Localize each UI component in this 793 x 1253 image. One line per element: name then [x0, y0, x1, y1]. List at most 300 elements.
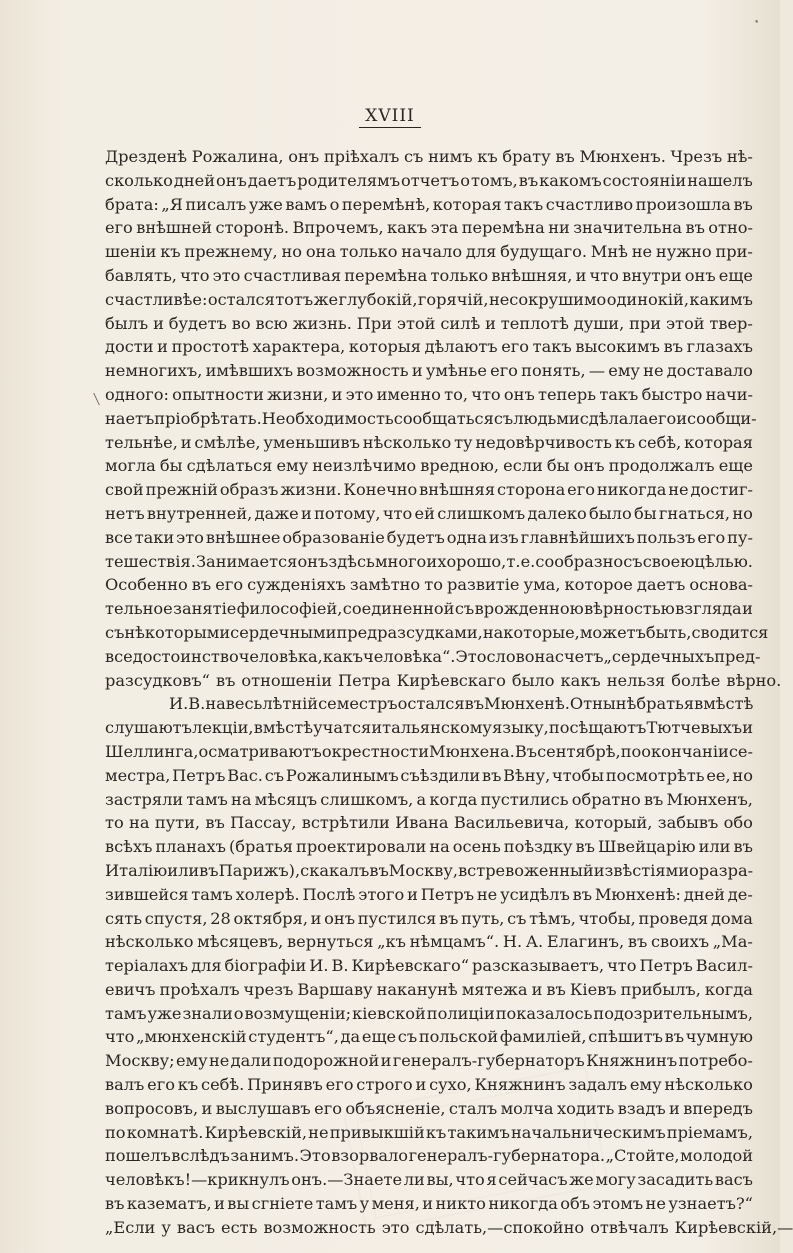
word: болѣе: [671, 670, 721, 690]
corner-mark: •: [754, 18, 760, 28]
word: никогда: [596, 480, 667, 500]
word: бы: [634, 503, 657, 523]
word: сколько: [105, 170, 173, 190]
word: въ: [191, 575, 212, 595]
word: Петръ: [639, 956, 693, 976]
word: тамъ: [315, 1194, 358, 1214]
word: и: [426, 551, 438, 571]
word: внѣшнее: [205, 527, 281, 547]
word: такъ: [532, 337, 572, 357]
word: его: [105, 218, 133, 238]
word: Особенно: [105, 575, 188, 595]
word: Москву;: [105, 1051, 175, 1071]
word: соединенной: [342, 599, 455, 619]
word: съ: [493, 408, 514, 428]
word: если: [503, 456, 543, 476]
word: много: [374, 551, 427, 571]
word: сгніете: [251, 1194, 314, 1214]
word: главнѣйшихъ: [520, 527, 635, 547]
word: философіей,: [236, 599, 343, 619]
word: по: [105, 1122, 126, 1142]
word: вѣрно.: [726, 670, 782, 690]
word: усидѣлъ: [500, 884, 570, 904]
word: съ: [264, 765, 285, 785]
word: не: [476, 884, 498, 904]
word: и: [485, 313, 496, 333]
word: Послѣ: [302, 884, 356, 904]
text-line: [105, 835, 753, 859]
word: жизни.: [280, 480, 342, 500]
word: никто: [435, 1194, 486, 1214]
word: уменьшивъ: [263, 432, 360, 452]
word: взгляда: [675, 599, 742, 619]
word: нельзя: [606, 670, 666, 690]
word: это: [176, 527, 204, 547]
text-line: [105, 359, 753, 383]
word: доставало: [666, 361, 753, 381]
word: людьми: [513, 408, 580, 428]
word: въ: [205, 813, 225, 833]
word: да: [340, 1027, 361, 1047]
word: сообщи-: [687, 408, 757, 428]
word: —: [588, 361, 606, 381]
word: Необходимость: [261, 408, 394, 428]
word: далеко: [527, 503, 587, 523]
word: остался: [207, 289, 275, 309]
word: былъ: [105, 313, 149, 333]
word: твер-: [709, 313, 753, 333]
word: Рожалина,: [191, 147, 284, 166]
word: будущаго.: [500, 242, 587, 262]
word: онъ: [297, 551, 329, 571]
word: Кирѣевскаго“: [351, 956, 470, 976]
word: нетъ: [105, 503, 145, 523]
word: показалось: [495, 1003, 593, 1023]
word: подозрительнымъ,: [593, 1003, 753, 1023]
word: бавлять,: [105, 265, 177, 285]
word: отвѣчалъ: [590, 1217, 669, 1237]
text-line: [105, 288, 753, 312]
word: изъ: [488, 527, 519, 547]
word: цѣлью.: [694, 551, 753, 571]
word: всѣхъ: [105, 837, 153, 857]
word: только: [430, 265, 489, 285]
word: Тютчевыхъ: [646, 718, 743, 738]
word: образованіе: [282, 527, 385, 547]
word: начальническимъ: [511, 1122, 666, 1142]
word: и: [575, 265, 587, 285]
word: сдѣлать,—спокойно: [415, 1217, 585, 1237]
text-line: [105, 1049, 753, 1073]
word: внутри: [622, 265, 682, 285]
word: вы,: [426, 1170, 454, 1190]
word: быть,: [645, 622, 692, 642]
word: онъ: [684, 265, 716, 285]
text-line: [105, 788, 753, 812]
word: Елагинъ,: [546, 932, 625, 952]
word: въ: [369, 860, 389, 880]
word: или: [698, 837, 731, 857]
word: При: [356, 313, 393, 333]
word: себѣ.: [201, 1075, 245, 1095]
word: онъ: [215, 170, 247, 190]
word: только: [339, 242, 398, 262]
word: брату: [502, 147, 551, 166]
word: обо: [723, 813, 753, 833]
word: при: [629, 313, 662, 333]
word: его: [697, 527, 726, 547]
word: комнатѣ.: [126, 1122, 204, 1142]
word: осень: [452, 837, 501, 857]
word: учатся: [313, 718, 372, 738]
word: окончаніи: [641, 741, 729, 761]
text-line: [105, 811, 753, 835]
word: мятежа: [461, 979, 528, 999]
word: хорошо,: [437, 551, 507, 571]
word: нимъ.: [249, 1146, 299, 1166]
word: нѣсколько: [362, 432, 452, 452]
word: на: [205, 694, 226, 714]
word: онъ: [288, 147, 320, 166]
word: вслѣдъ: [171, 1146, 230, 1166]
word: съ: [403, 147, 424, 166]
text-line: [105, 1002, 753, 1026]
word: достиг-: [690, 480, 753, 500]
word: немногихъ,: [105, 361, 203, 381]
word: на: [129, 813, 150, 833]
word: силѣ: [440, 313, 481, 333]
word: шеніи: [105, 242, 157, 262]
word: какъ: [560, 670, 601, 690]
word: засадить: [637, 1170, 714, 1190]
word: Мюнхенѣ.: [484, 694, 570, 714]
word: бы: [159, 456, 183, 476]
word: пу-: [727, 527, 753, 547]
word: къ: [177, 1075, 199, 1095]
word: разсказываетъ,: [471, 956, 605, 976]
word: весь: [225, 694, 263, 714]
word: онъ: [324, 908, 355, 928]
word: его: [648, 408, 677, 428]
word: пользъ: [636, 527, 696, 547]
word: къ: [614, 432, 636, 452]
word: Москву,: [388, 860, 459, 880]
word: бы: [546, 456, 570, 476]
word: вредною,: [420, 456, 500, 476]
word: кіевской: [352, 1003, 426, 1023]
word: „къ: [377, 932, 406, 952]
word: возможность: [263, 1217, 376, 1237]
word: Швейцарію: [597, 837, 696, 857]
word: и: [157, 337, 168, 357]
word: то,: [444, 384, 469, 404]
word: счастливѣе:: [105, 289, 208, 309]
word: нимъ: [428, 147, 473, 166]
word: никогда: [488, 1194, 558, 1214]
word: который,: [574, 813, 653, 833]
word: Шеллинга,: [105, 741, 199, 761]
word: еще: [718, 265, 753, 285]
word: вмѣстѣ: [694, 694, 754, 714]
word: и: [331, 384, 343, 404]
word: его: [325, 1075, 354, 1095]
word: скакалъ: [300, 860, 370, 880]
word: простотѣ: [171, 337, 249, 357]
word: пред-: [714, 646, 761, 666]
word: развитіе: [447, 575, 520, 595]
word: посмотрѣть: [605, 765, 705, 785]
word: въ: [439, 908, 459, 928]
word: внѣшняя,: [491, 265, 573, 285]
word: пошелъ: [105, 1146, 171, 1166]
word: Кирѣевскій,—: [674, 1217, 793, 1237]
word: въ: [199, 860, 219, 880]
word: продолжалъ: [608, 456, 715, 476]
word: которая: [684, 432, 753, 452]
word: и: [422, 1194, 434, 1214]
word: одна: [446, 527, 487, 547]
word: на: [429, 837, 450, 857]
text-line: [105, 312, 753, 336]
word: спустя,: [144, 908, 208, 928]
word: съ: [105, 622, 125, 642]
word: которая: [432, 194, 502, 214]
word: языку,: [492, 718, 549, 738]
word: тамъ: [186, 789, 228, 809]
word: сять: [105, 908, 143, 928]
word: даетъ: [247, 170, 297, 190]
word: мѣсяцевъ,: [197, 932, 284, 952]
word: Княжнинъ: [474, 1075, 566, 1095]
word: окрестности: [321, 741, 429, 761]
word: мѣсяцъ: [254, 789, 318, 809]
word: разра-: [698, 860, 754, 880]
text-line: [105, 383, 753, 407]
word: нѣкоторыми: [124, 622, 231, 642]
word: я: [486, 1170, 497, 1190]
word: предразсудками,: [336, 622, 483, 642]
word: не: [643, 361, 664, 381]
word: объ: [560, 1194, 591, 1214]
word: же: [313, 289, 339, 309]
word: застряли: [105, 789, 184, 809]
word: ему: [276, 456, 309, 476]
word: нашелъ: [687, 170, 753, 190]
word: начи-: [705, 384, 753, 404]
word: съ: [397, 1027, 418, 1047]
word: счастливо: [545, 194, 634, 214]
word: „Ма-: [712, 932, 753, 952]
word: потому,: [314, 503, 381, 523]
word: сторонѣ.: [215, 218, 290, 238]
text-line: [105, 978, 753, 1002]
word: Пассау,: [230, 813, 297, 833]
word: что: [471, 384, 501, 404]
word: которое: [564, 575, 633, 595]
word: строго: [356, 1075, 413, 1095]
word: одного:: [105, 384, 169, 404]
word: Отнынѣ: [569, 694, 637, 714]
word: ту: [454, 432, 473, 452]
word: можетъ: [579, 622, 646, 642]
word: Впрочемъ,: [292, 218, 384, 238]
word: дали: [230, 1051, 272, 1071]
word: его: [567, 480, 595, 500]
word: Петра: [338, 670, 391, 690]
text-line: [105, 740, 753, 764]
word: съ: [623, 551, 643, 571]
word: остался: [397, 694, 465, 714]
word: А.: [525, 932, 544, 952]
word: основа-: [689, 575, 753, 595]
word: тѣмъ,: [529, 908, 576, 928]
word: въ: [627, 932, 648, 952]
word: сентябрѣ,: [537, 741, 621, 761]
word: Парижъ),: [218, 860, 301, 880]
word: семестръ: [318, 694, 398, 714]
word: въ: [105, 1194, 125, 1214]
word: писалъ: [185, 194, 247, 214]
word: меня,: [371, 1194, 420, 1214]
word: и: [153, 313, 164, 333]
word: все: [105, 527, 133, 547]
word: генералъ-губернатора.: [408, 1146, 606, 1166]
text-line: [105, 431, 753, 455]
word: но: [281, 242, 303, 262]
word: съ: [507, 908, 527, 928]
text-line: [105, 669, 782, 693]
word: начало: [401, 242, 463, 262]
word: этого: [358, 884, 405, 904]
word: жизнь.: [292, 313, 352, 333]
word: человѣка“.: [363, 646, 456, 666]
word: Рожалинымъ: [285, 765, 399, 785]
word: сообразно: [535, 551, 624, 571]
word: польской: [418, 1027, 499, 1047]
word: съ: [454, 599, 475, 619]
word: возможность: [296, 361, 409, 381]
word: октября,: [233, 908, 308, 928]
word: высокимъ: [575, 337, 660, 357]
word: Принявъ: [247, 1075, 323, 1095]
word: ее,: [706, 765, 731, 785]
word: лекціи,: [192, 718, 254, 738]
word: его: [314, 1098, 342, 1118]
word: т.: [506, 551, 521, 571]
word: пути,: [154, 813, 201, 833]
word: наетъ: [105, 408, 155, 428]
word: встрѣтили: [301, 813, 390, 833]
word: при-: [715, 242, 753, 262]
word: вмѣстѣ: [253, 718, 313, 738]
word: Н.: [502, 932, 523, 952]
word: свой: [105, 480, 144, 500]
word: Ивана: [395, 813, 449, 833]
word: въ: [572, 884, 593, 904]
word: состояніи: [602, 170, 687, 190]
word: взорвало: [331, 1146, 409, 1166]
word: неизлѣчимо: [312, 456, 417, 476]
word: полиціи: [426, 1003, 495, 1023]
word: Мюнхенѣ:: [594, 884, 682, 904]
word: не: [645, 1194, 666, 1214]
text-line: [105, 478, 753, 502]
word: въ: [733, 837, 753, 857]
word: перемѣна: [344, 265, 428, 285]
word: насчетъ: [534, 646, 604, 666]
word: евичъ: [105, 979, 156, 999]
word: для: [191, 956, 222, 976]
word: проектировали: [296, 837, 427, 857]
word: нѣ-: [726, 147, 753, 166]
page-number-text: XVIII: [359, 106, 421, 128]
text-line: [105, 407, 757, 431]
word: въ: [663, 337, 684, 357]
word: есть: [221, 1217, 258, 1237]
word: не: [668, 480, 689, 500]
word: отно-: [708, 218, 753, 238]
word: слишкомъ,: [320, 789, 414, 809]
word: когда: [429, 789, 478, 809]
word: Это: [455, 646, 487, 666]
word: и: [742, 718, 753, 738]
word: Кіевъ: [569, 979, 617, 999]
word: сдѣлаться: [186, 456, 273, 476]
word: которые,: [503, 622, 580, 642]
word: сейчасъ: [498, 1170, 568, 1190]
word: Кирѣевскій,: [204, 1122, 308, 1142]
word: и: [310, 908, 322, 928]
word: на: [482, 622, 504, 642]
word: онъ.—Знаете: [291, 1170, 403, 1190]
word: сообщаться: [393, 408, 494, 428]
word: забывъ: [657, 813, 719, 833]
word: что: [455, 1170, 485, 1190]
word: чрезъ: [243, 979, 294, 999]
word: а: [416, 789, 427, 809]
word: сторона: [496, 480, 566, 500]
word: эта: [430, 218, 459, 238]
word: человѣка,: [238, 646, 323, 666]
word: не: [308, 1122, 329, 1142]
word: В.: [331, 956, 349, 976]
word: объясненіе,: [345, 1098, 446, 1118]
word: еще: [718, 456, 753, 476]
word: взадъ: [617, 1098, 666, 1118]
word: слишкомъ: [437, 503, 526, 523]
text-line: [105, 216, 753, 240]
word: своихъ: [650, 932, 710, 952]
word: что: [105, 1027, 135, 1047]
word: о: [689, 860, 699, 880]
word: понять,: [521, 361, 586, 381]
text-line: [105, 502, 753, 526]
word: и: [411, 361, 423, 381]
text-line: [105, 597, 753, 621]
word: де-: [727, 884, 753, 904]
word: сердечными: [230, 622, 337, 642]
word: сужденіяхъ: [247, 575, 346, 595]
word: уже: [147, 1003, 182, 1023]
word: Конечно: [343, 480, 418, 500]
word: своею: [642, 551, 695, 571]
word: холерѣ.: [235, 884, 300, 904]
word: произошла: [635, 194, 731, 214]
word: замѣтно: [349, 575, 421, 595]
word: для: [465, 242, 497, 262]
word: Вас.: [227, 765, 263, 785]
word: смѣлѣе,: [194, 432, 261, 452]
